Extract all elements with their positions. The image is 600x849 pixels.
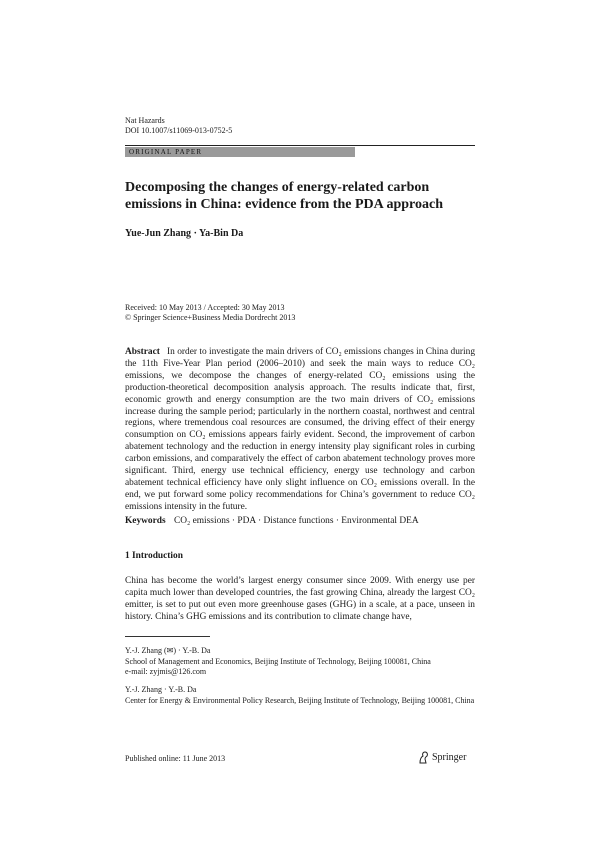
published-date: Published online: 11 June 2013 — [125, 754, 226, 763]
abstract — [125, 347, 475, 514]
affiliation-institution: School of Management and Economics, Beijing Institute of Technology, Beijing 100081, China — [125, 656, 431, 666]
article-type: ORIGINAL PAPER — [129, 148, 203, 156]
keywords — [125, 516, 419, 526]
author-separator: · — [193, 228, 197, 239]
keywords-text: CO₂ emissions · PDA · Distance functions · Environmental DEA — [173, 516, 419, 526]
author-name: Ya-Bin Da — [199, 228, 244, 239]
abstract-label: Abstract — [125, 347, 160, 357]
journal-header — [125, 116, 232, 136]
section-heading: 1 Introduction — [125, 551, 183, 561]
abstract-text: In order to investigate the main drivers of CO₂ emissions changes in China during the 11th Five-Year Plan period (2006–2010) and seek the main ways to reduce CO₂ emissions, we decompose the changes of energy-related CO₂ emissions using the production-theoretical decomposition analysis approach. The results indicate that, first, economic growth and energy consumption are the two main drivers of CO₂ emissions increase during the sample period; particularly in the northern coastal, northwest and central regions, where tremendous coal resources are consumed, the driving effect of their energy consumption on CO₂ emissions appears fairly evident. Second, the improvement of carbon abatement technology and the reduction in energy intensity play significant roles in curbing carbon emissions, and comparatively the effect of carbon abatement technology proves more significant. Third, energy use technical efficiency, energy use technology and carbon abatement technical efficiency have only slight influence on CO₂ emissions overall. In the end, we put forward some policy recommendations for China’s government to reduce CO₂ emissions intensity in the future. — [125, 347, 476, 512]
email: e-mail: zyjmis@126.com — [125, 667, 207, 676]
affiliation-names: Y.-J. Zhang · Y.-B. Da — [125, 685, 197, 694]
introduction-text: China has become the world’s largest energy consumer since 2009. With energy use per capita much lower than developed countries, the fast growing China, already the largest CO₂ emitter, is set to put out even more greenhouse gases (GHG) in a scale, at a pace, unseen in history. China’s GHG emissions and its contribution to climate change have, — [125, 576, 475, 622]
author-name: Yue-Jun Zhang — [125, 228, 192, 239]
springer-horse-icon — [418, 751, 429, 764]
journal-name: Nat Hazards — [125, 116, 165, 125]
footnote-rule — [125, 636, 210, 637]
affiliation-names: Y.-J. Zhang (✉) · Y.-B. Da — [125, 646, 211, 655]
affiliation-institution: Center for Energy & Environmental Policy Research, Beijing Institute of Technology, Beijing 100081, China — [125, 695, 475, 705]
author-list — [125, 228, 243, 239]
received-accepted: Received: 10 May 2013 / Accepted: 30 May 2013 — [125, 303, 285, 312]
dates-block — [125, 303, 295, 323]
springer-logo — [418, 751, 466, 764]
keywords-label: Keywords — [125, 516, 166, 526]
header-rule — [125, 145, 475, 146]
doi: DOI 10.1007/s11069-013-0752-5 — [125, 126, 233, 135]
affiliation-2 — [125, 685, 475, 706]
publisher-name: Springer — [432, 752, 467, 763]
affiliation-1 — [125, 646, 475, 678]
copyright: © Springer Science+Business Media Dordrecht 2013 — [125, 313, 296, 322]
paper-title: Decomposing the changes of energy-related carbon emissions in China: evidence from the PDA approach — [125, 180, 443, 212]
